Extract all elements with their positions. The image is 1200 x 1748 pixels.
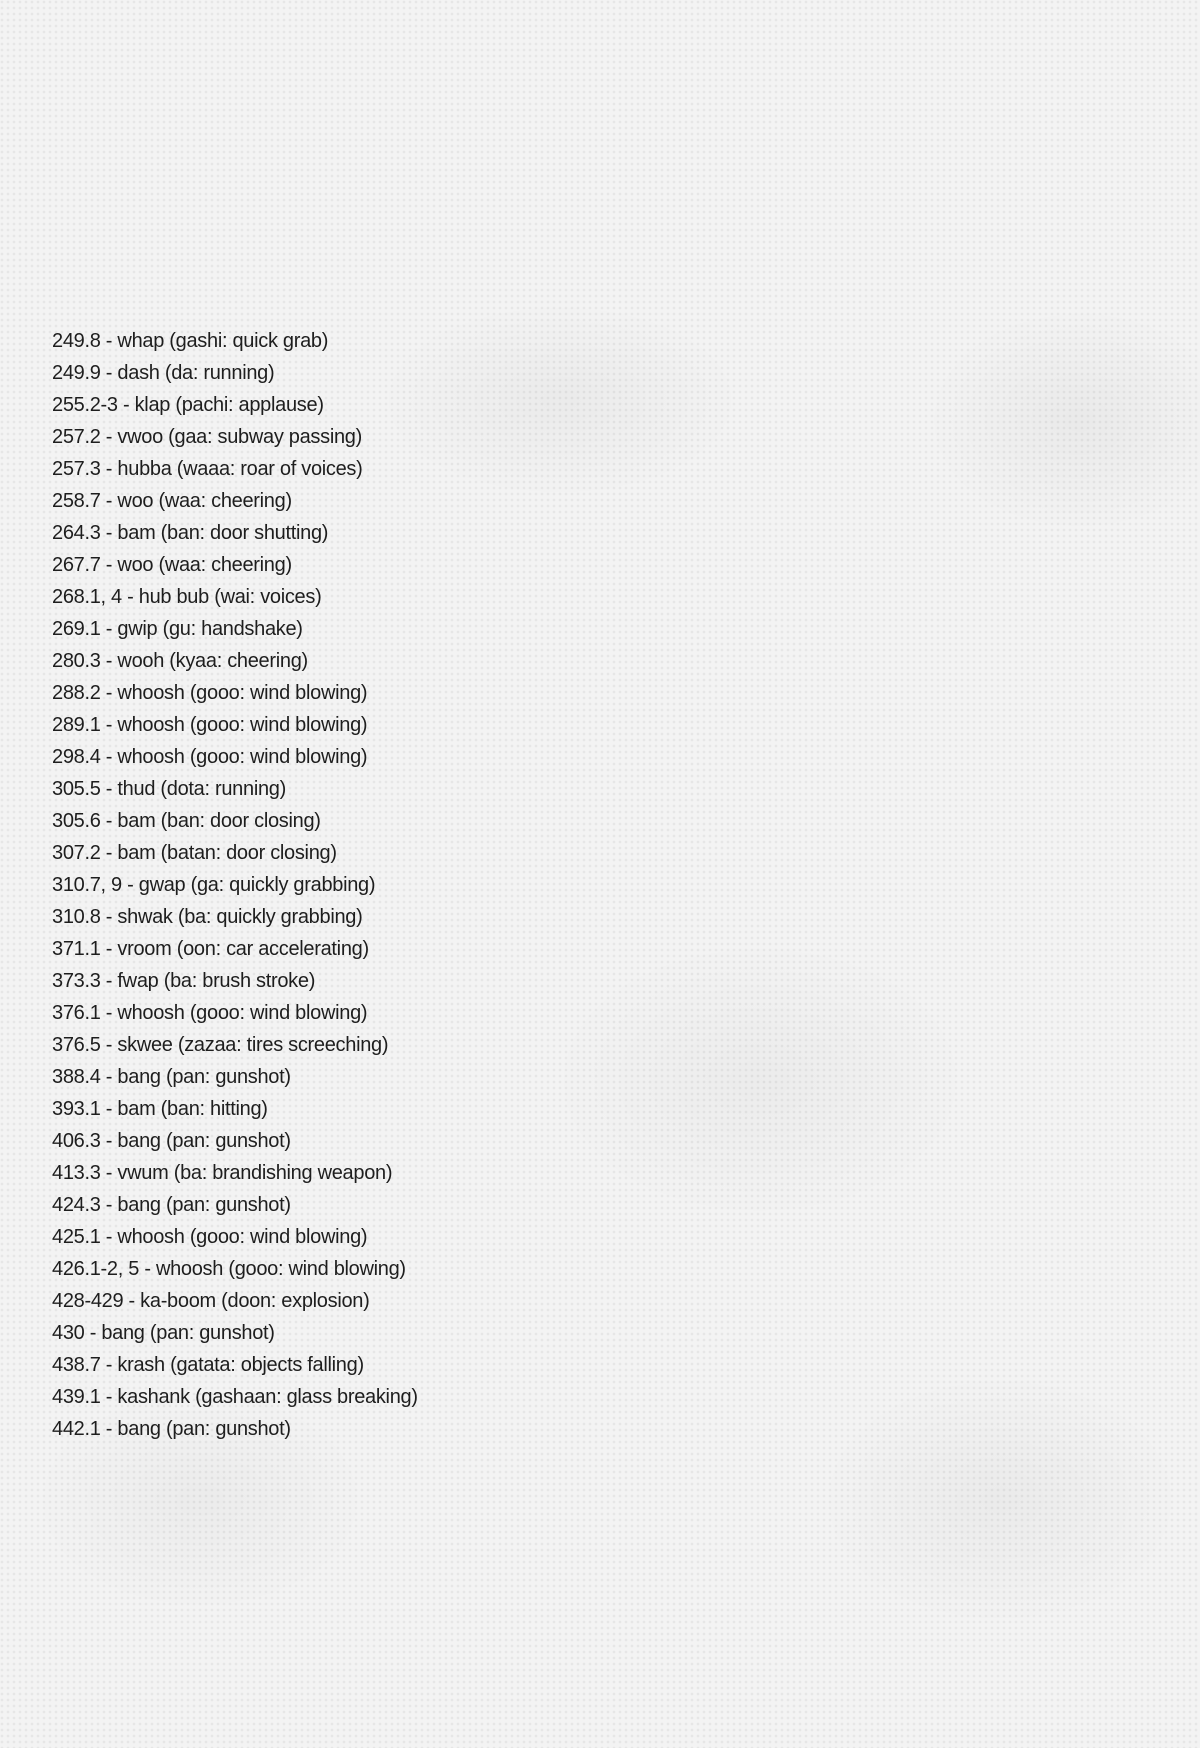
glossary-entry: 305.6 - bam (ban: door closing) — [52, 810, 321, 832]
glossary-entry: 373.3 - fwap (ba: brush stroke) — [52, 970, 316, 992]
glossary-entry: 376.1 - whoosh (gooo: wind blowing) — [52, 1002, 368, 1024]
glossary-entry: 289.1 - whoosh (gooo: wind blowing) — [52, 714, 368, 736]
glossary-entry: 310.7, 9 - gwap (ga: quickly grabbing) — [52, 874, 376, 896]
glossary-entry: 257.3 - hubba (waaa: roar of voices) — [52, 458, 363, 480]
glossary-entry: 376.5 - skwee (zazaa: tires screeching) — [52, 1034, 389, 1056]
glossary-entry: 438.7 - krash (gatata: objects falling) — [52, 1354, 364, 1376]
sound-effects-glossary — [52, 325, 418, 1445]
glossary-entry: 264.3 - bam (ban: door shutting) — [52, 522, 329, 544]
glossary-entry: 307.2 - bam (batan: door closing) — [52, 842, 337, 864]
glossary-entry: 258.7 - woo (waa: cheering) — [52, 490, 292, 512]
glossary-entry: 388.4 - bang (pan: gunshot) — [52, 1066, 291, 1088]
glossary-entry: 305.5 - thud (dota: running) — [52, 778, 286, 800]
glossary-entry: 257.2 - vwoo (gaa: subway passing) — [52, 426, 362, 448]
glossary-entry: 442.1 - bang (pan: gunshot) — [52, 1418, 291, 1440]
glossary-entry: 424.3 - bang (pan: gunshot) — [52, 1194, 291, 1216]
glossary-entry: 280.3 - wooh (kyaa: cheering) — [52, 650, 308, 672]
glossary-entry: 249.9 - dash (da: running) — [52, 362, 275, 384]
glossary-entry: 393.1 - bam (ban: hitting) — [52, 1098, 268, 1120]
glossary-entry: 267.7 - woo (waa: cheering) — [52, 554, 292, 576]
glossary-entry: 310.8 - shwak (ba: quickly grabbing) — [52, 906, 363, 928]
glossary-entry: 428-429 - ka-boom (doon: explosion) — [52, 1290, 370, 1312]
glossary-entry: 406.3 - bang (pan: gunshot) — [52, 1130, 291, 1152]
glossary-entry: 426.1-2, 5 - whoosh (gooo: wind blowing) — [52, 1258, 406, 1280]
glossary-entry: 268.1, 4 - hub bub (wai: voices) — [52, 586, 322, 608]
glossary-entry: 249.8 - whap (gashi: quick grab) — [52, 330, 329, 352]
glossary-entry: 288.2 - whoosh (gooo: wind blowing) — [52, 682, 368, 704]
glossary-entry: 298.4 - whoosh (gooo: wind blowing) — [52, 746, 368, 768]
glossary-entry: 439.1 - kashank (gashaan: glass breaking) — [52, 1386, 418, 1408]
glossary-entry: 413.3 - vwum (ba: brandishing weapon) — [52, 1162, 393, 1184]
glossary-entry: 430 - bang (pan: gunshot) — [52, 1322, 275, 1344]
glossary-entry: 425.1 - whoosh (gooo: wind blowing) — [52, 1226, 368, 1248]
glossary-entry: 269.1 - gwip (gu: handshake) — [52, 618, 303, 640]
glossary-entry: 255.2-3 - klap (pachi: applause) — [52, 394, 324, 416]
glossary-entry: 371.1 - vroom (oon: car accelerating) — [52, 938, 369, 960]
